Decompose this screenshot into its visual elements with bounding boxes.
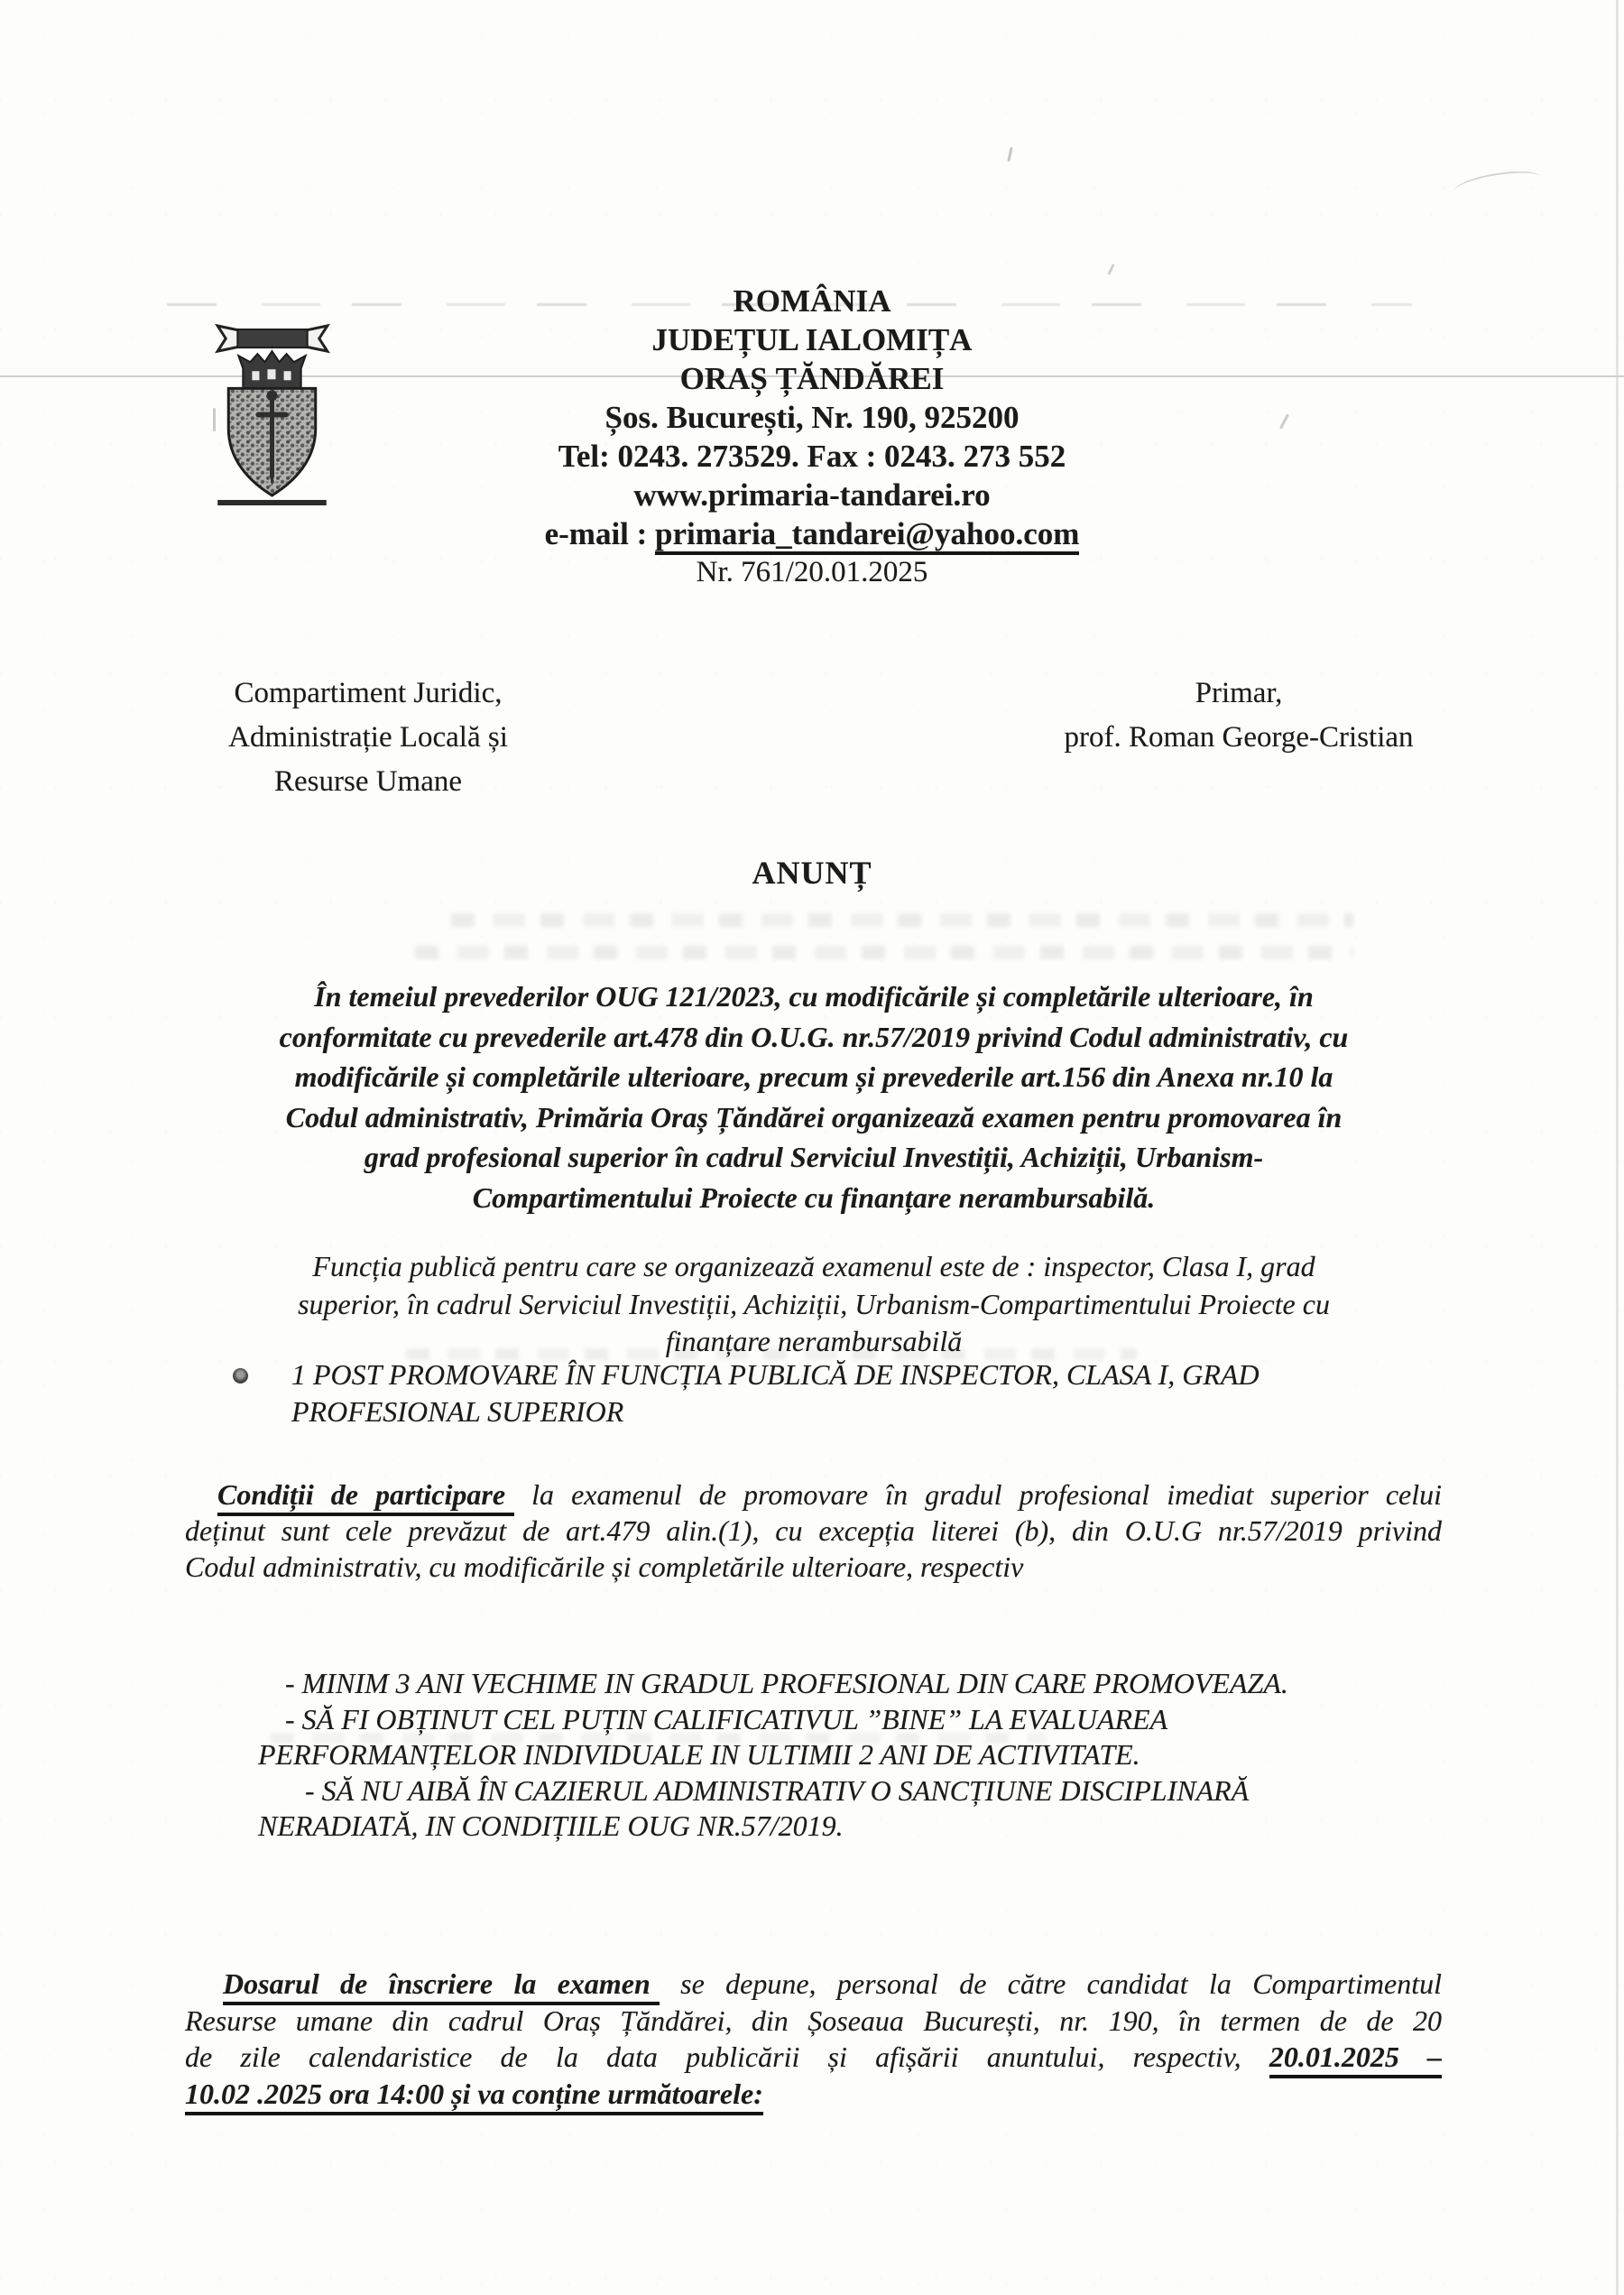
scan-artifact-mark [1107, 264, 1114, 275]
paragraph-line: finanțare nerambursabilă [665, 1325, 963, 1357]
dossier-heading: Dosarul de înscriere la examen [223, 1967, 660, 2005]
dossier-submission-paragraph [185, 1966, 1442, 2112]
department-line: Administrație Locală și [228, 721, 508, 754]
bullet-line: 1 POST PROMOVARE ÎN FUNCȚIA PUBLICĂ DE INSPECTOR, CLASA I, GRAD [291, 1358, 1260, 1391]
paragraph-line: Codul administrativ, Primăria Oraș Țăndărei organizează examen pentru promovarea în [285, 1100, 1343, 1134]
letterhead-address: Șos. București, Nr. 190, 925200 [604, 400, 1020, 435]
mayor-signature-block [1018, 671, 1460, 760]
department-line: Resurse Umane [273, 765, 463, 798]
requirement-line: PERFORMANȚELOR INDIVIDUALE IN ULTIMII 2 ANI DE ACTIVITATE. [258, 1738, 1140, 1771]
scan-artifact-mark [1007, 147, 1012, 162]
issuing-department-block [197, 671, 540, 804]
paragraph-line [185, 2039, 1442, 2076]
participation-conditions-paragraph [185, 1476, 1442, 1585]
requirement-line: NERADIATĂ, IN CONDIȚIILE OUG NR.57/2019. [258, 1809, 844, 1842]
paragraph-text: la examenul de promovare în gradul profesional imediat superior celui [531, 1478, 1443, 1511]
mayor-name: prof. Roman George-Cristian [1064, 721, 1414, 754]
paragraph-line: Codul administrativ, cu modificările și completările ulterioare, respectiv [185, 1550, 1024, 1583]
paragraph-line: deținut sunt cele prevăzut de art.479 alin.(1), cu excepția literei (b), din O.U.G nr.57/2019 privind [185, 1514, 1442, 1547]
scan-artifact-mark [1453, 167, 1543, 202]
scan-artifact-ghost-text [451, 913, 1353, 927]
email-label: e-mail : [544, 516, 656, 551]
paragraph-line: Funcția publică pentru care se organizează examenul este de : inspector, Clasa I, grad [312, 1250, 1315, 1282]
position-description-paragraph [187, 1248, 1441, 1361]
paragraph-text: de zile calendaristice de la data publicării și afișării anuntului, respectiv, [185, 2041, 1241, 2073]
paragraph-text: se depune, personal de către candidat la Compartimentul [680, 1967, 1443, 2000]
deadline-start-date: 20.01.2025 – [1269, 2041, 1442, 2078]
letterhead-country: ROMÂNIA [733, 283, 891, 319]
paragraph-line: grad profesional superior în cadrul Serviciul Investiții, Achiziții, Urbanism- [364, 1141, 1264, 1173]
mayor-title: Primar, [1195, 677, 1283, 709]
letterhead-email-line [0, 514, 1624, 553]
paragraph-line: Resurse umane din cadrul Oraș Țăndărei, din Șoseaua București, nr. 190, în termen de de 20 [185, 2003, 1442, 2037]
email-address: primaria_tandarei@yahoo.com [655, 516, 1079, 555]
conditions-heading: Condiții de participare [217, 1478, 514, 1516]
paragraph-line: În temeiul prevederilor OUG 121/2023, cu modificările și completările ulterioare, în [314, 980, 1314, 1013]
letterhead-phone-fax: Tel: 0243. 273529. Fax : 0243. 273 552 [558, 439, 1066, 474]
department-line: Compartiment Juridic, [234, 677, 503, 709]
scan-artifact-ghost-text [415, 946, 1353, 959]
letterhead-city: ORAȘ ȚĂNDĂREI [679, 361, 945, 396]
deadline-end-date: 10.02 .2025 ora 14:00 și va conține următoarele: [185, 2078, 763, 2115]
legal-basis-paragraph [187, 976, 1441, 1217]
bullet-marker [233, 1368, 248, 1383]
requirements-list [258, 1666, 1458, 1845]
bullet-line: PROFESIONAL SUPERIOR [291, 1395, 624, 1428]
registration-number: Nr. 761/20.01.2025 [696, 556, 928, 588]
paragraph-line: conformitate cu prevederile art.478 din O.U.G. nr.57/2019 privind Codul administrativ, cu [279, 1020, 1349, 1053]
letterhead-county: JUDEȚUL IALOMIȚA [651, 322, 973, 357]
paragraph-line [185, 1476, 1442, 1513]
letterhead [0, 282, 1624, 592]
paragraph-line [185, 1966, 1442, 2003]
requirement-line: - SĂ FI OBȚINUT CEL PUȚIN CALIFICATIVUL ”BINE” LA EVALUAREA [285, 1702, 1168, 1735]
requirement-line: - SĂ NU AIBĂ ÎN CAZIERUL ADMINISTRATIV O SANCȚIUNE DISCIPLINARĂ [305, 1773, 1250, 1807]
paragraph-line: Compartimentului Proiecte cu finanțare nerambursabilă. [472, 1180, 1156, 1214]
promotion-post-bullet [291, 1356, 1473, 1430]
letterhead-website: www.primaria-tandarei.ro [633, 477, 991, 513]
paragraph-line [185, 2076, 1442, 2113]
paragraph-line: superior, în cadrul Serviciul Investiții, Achiziții, Urbanism-Compartimentului Proiecte cu [298, 1287, 1330, 1320]
requirement-line: - MINIM 3 ANI VECHIME IN GRADUL PROFESIONAL DIN CARE PROMOVEAZA. [285, 1667, 1288, 1699]
paragraph-line: modificările și completările ulterioare, precum și prevederile art.156 din Anexa nr.10 la [294, 1060, 1333, 1093]
document-title: ANUNȚ [752, 855, 872, 891]
